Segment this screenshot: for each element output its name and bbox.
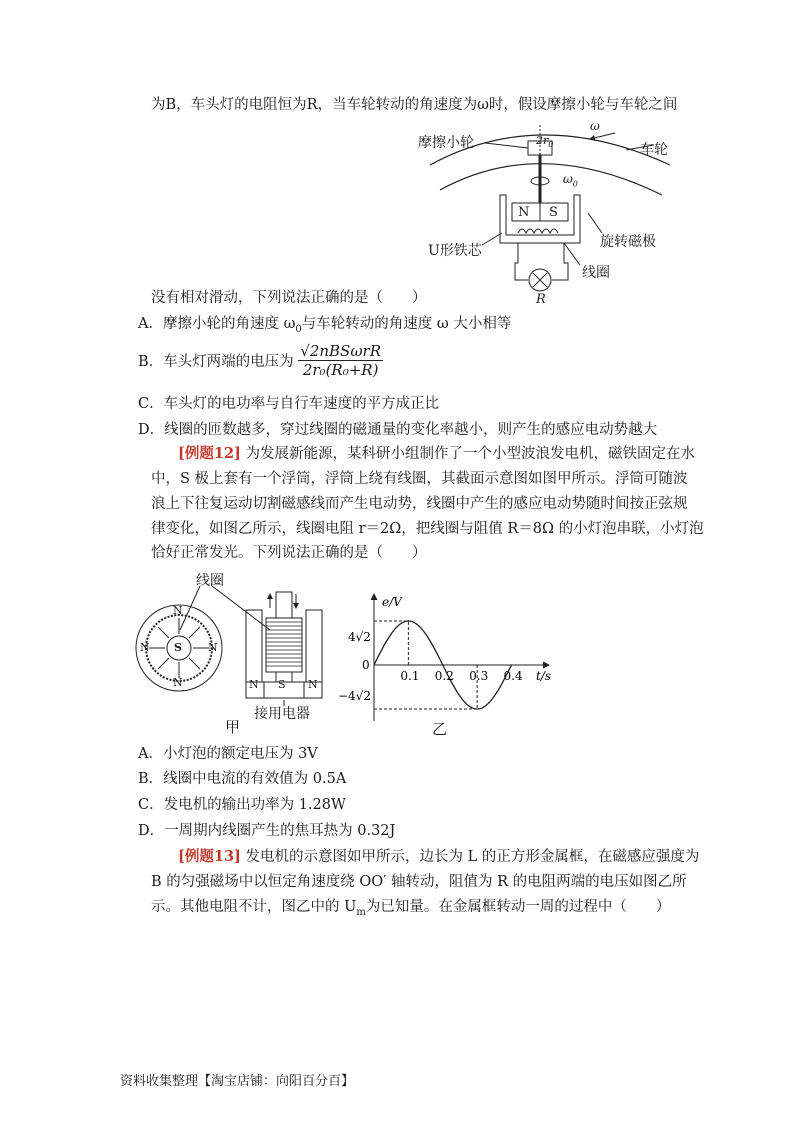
label-coil: 线圈 bbox=[582, 265, 610, 281]
fig2-s-center: S bbox=[174, 641, 182, 654]
x-tick-label: 0.4 bbox=[503, 669, 523, 683]
coil-loops bbox=[518, 229, 558, 233]
emf-point bbox=[511, 664, 512, 665]
fig2-label-appliance: 接用电器 bbox=[254, 706, 310, 722]
emf-point bbox=[373, 664, 374, 665]
label-omega: ω bbox=[590, 119, 600, 133]
wave-generator-figure bbox=[134, 570, 334, 720]
q11-stem-tail: 没有相对滑动，下列说法正确的是（ ） bbox=[151, 290, 427, 306]
label-r: R bbox=[536, 292, 546, 307]
q13-line-3: 示。其他电阻不计，图乙中的 $U_m$为已知量。在金属框转动一周的过程中（ ） bbox=[151, 899, 671, 918]
voltage-fraction: $\frac{\text{√2nBSωrR}}{\text{2r₀(R₀+R)}}$ bbox=[300, 342, 382, 379]
fig2-s-side: S bbox=[278, 678, 286, 691]
label-s-pole: S bbox=[549, 205, 558, 220]
q12-line-5: 恰好正常发光。下列说法正确的是（ ） bbox=[151, 545, 427, 561]
fig2-n-left: N bbox=[140, 641, 150, 654]
fig2-label-yi: 乙 bbox=[432, 720, 448, 738]
q13-line-1: [例题13] 发电机的示意图如甲所示，边长为 L 的正方形金属框，在磁感应强度为 bbox=[178, 848, 700, 865]
label-omega0: $\omega_0$ bbox=[563, 172, 578, 189]
q11-option-b: B．车头灯两端的电压为 $\frac{\text{√2nBSωrR}}{\text{2r₀(R₀+R)}}$ bbox=[138, 342, 382, 379]
label-wheel: 车轮 bbox=[640, 142, 668, 158]
label-u-core: U形铁芯 bbox=[428, 243, 482, 259]
q11-option-a: A．摩擦小轮的角速度 $\omega_0$与车轮转动的角速度 ω 大小相等 bbox=[138, 316, 512, 335]
label-2r0: $2r_0$ bbox=[536, 134, 554, 150]
q12-option-d: D．一周期内线圈产生的焦耳热为 0.32J bbox=[138, 823, 396, 839]
x-tick-label: 0.3 bbox=[469, 669, 489, 683]
q12-option-c: C．发电机的输出功率为 1.28W bbox=[138, 797, 346, 813]
q12-line-1: [例题12] 为发展新能源，某科研小组制作了一个小型波浪发电机，磁铁固定在水 bbox=[178, 445, 696, 462]
label-friction-wheel: 摩擦小轮 bbox=[418, 135, 474, 151]
fig2-n-top: N bbox=[173, 604, 183, 617]
chart-peak-neg: −4√2 bbox=[338, 689, 371, 703]
q12-line-3: 浪上下往复运动切割磁感线而产生电动势，线圈中产生的感应电动势随时间按正弦规 bbox=[151, 496, 688, 512]
emf-sine-chart bbox=[334, 586, 564, 736]
emf-point bbox=[459, 696, 460, 697]
q12-line-2: 中，S 极上套有一个浮筒，浮筒上绕有线圈，其截面示意图如图甲所示。浮筒可随波 bbox=[151, 471, 688, 487]
q13-line-2: B 的匀强磁场中以恒定角速度绕 OO′ 轴转动，阻值为 R 的电阻两端的电压如图乙所 bbox=[151, 874, 687, 890]
q11-option-d: D．线圈的匝数越多，穿过线圈的磁通量的变化率越小，则产生的感应电动势越大 bbox=[138, 422, 658, 438]
chart-origin: 0 bbox=[362, 658, 370, 672]
q12-line-4: 律变化，如图乙所示，线圈电阻 r＝2Ω，把线圈与阻值 R＝8Ω 的小灯泡串联，小灯泡 bbox=[151, 521, 704, 537]
footer-text: 资料收集整理【淘宝店铺：向阳百分百】 bbox=[120, 1074, 355, 1089]
label-rotating-pole: 旋转磁极 bbox=[600, 234, 656, 250]
x-tick-label: 0.1 bbox=[400, 669, 420, 683]
fig2-n-bottom: N bbox=[173, 676, 183, 689]
emf-point bbox=[442, 664, 443, 665]
fig2-label-coil: 线圈 bbox=[196, 573, 224, 589]
intro-line: 为B，车头灯的电阻恒为R，当车轮转动的角速度为ω时，假设摩擦小轮与车轮之间 bbox=[151, 97, 678, 113]
emf-point bbox=[425, 633, 426, 634]
q12-option-b: B．线圈中电流的有效值为 0.5A bbox=[138, 771, 347, 787]
chart-peak-pos: 4√2 bbox=[348, 630, 371, 644]
label-n-pole: N bbox=[518, 205, 530, 220]
chart-ylabel: e/V bbox=[382, 595, 402, 609]
fig2-n-side-right: N bbox=[308, 678, 318, 691]
emf-point bbox=[391, 633, 392, 634]
wheel-inner-arc bbox=[440, 164, 662, 195]
emf-point bbox=[494, 696, 495, 697]
q12-option-a: A．小灯泡的额定电压为 3V bbox=[138, 746, 318, 762]
fig2-n-right: N bbox=[208, 641, 218, 654]
fig2-n-side-left: N bbox=[249, 678, 259, 691]
chart-xlabel: t/s bbox=[536, 669, 552, 683]
x-tick-label: 0.2 bbox=[434, 669, 454, 683]
q11-option-c: C．车头灯的电功率与自行车速度的平方成正比 bbox=[138, 396, 440, 412]
fig2-label-jia: 甲 bbox=[225, 718, 241, 736]
